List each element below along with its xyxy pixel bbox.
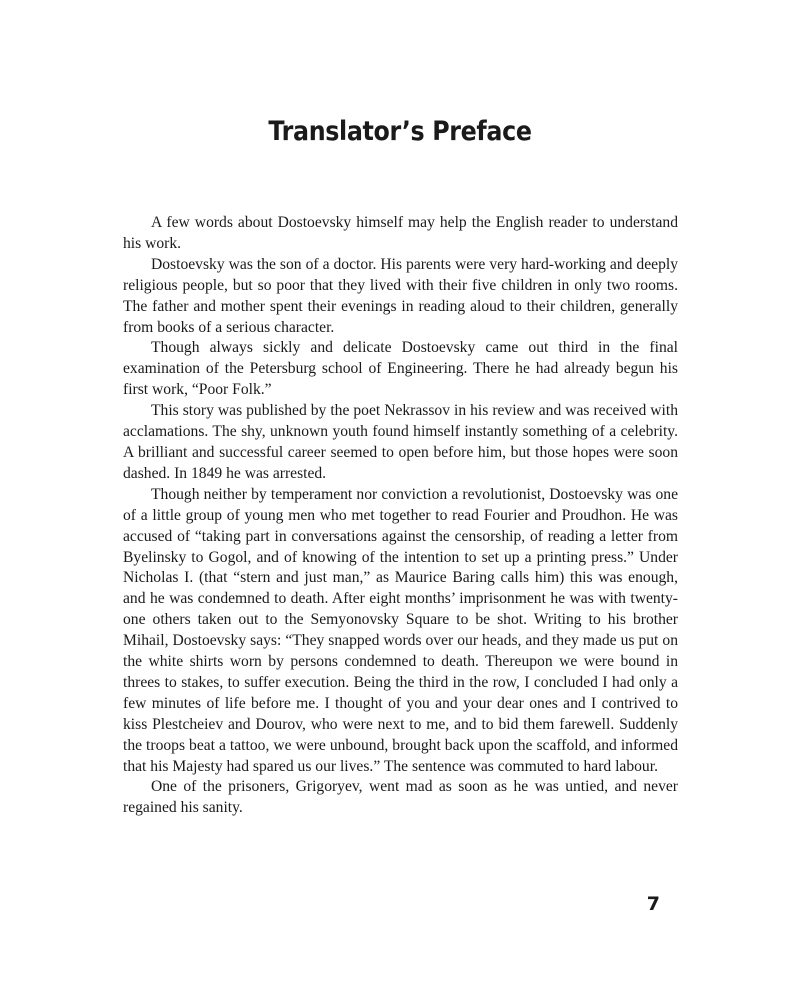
paragraph: A few words about Dostoevsky himself may help the English reader to understand his work. [123, 214, 678, 252]
page-number: 7 [646, 893, 660, 915]
paragraph: Though always sickly and delicate Dostoevsky came out third in the final examination of the Petersburg school of Engineering. There he had already begun his first work, “Poor Folk.” [123, 339, 678, 399]
paragraph: Dostoevsky was the son of a doctor. His parents were very hard-working and deeply religious people, but so poor that they lived with their five children in only two rooms. The father and mother spent their evenings in reading aloud to their children, generally from books of a serious character. [123, 255, 678, 336]
paragraph: One of the prisoners, Grigoryev, went mad as soon as he was untied, and never regained his sanity. [123, 778, 678, 817]
paragraph: This story was published by the poet Nekrassov in his review and was received with acclamations. The shy, unknown youth found himself instantly something of a celebrity. A brilliant and successful career seemed to open before him, but those hopes were soon dashed. In 1849 he was arrested. [123, 402, 678, 482]
chapter-title: Translator’s Preface [268, 116, 532, 147]
body-text [123, 213, 678, 819]
paragraph: Though neither by temperament nor conviction a revolutionist, Dostoevsky was one of a little group of young men who met together to read Fourier and Proudhon. He was accused of “taking part in conversations against the censorship, of reading a letter from Byelinsky to Gogol, and of knowing of the intention to set up a printing press.” Under Nicholas I. (that “stern and just man,” as Maurice Baring calls him) this was enough, and he was condemned to death. After eight months’ imprisonment he was with twenty-one others taken out to the Semyonovsky Square to be shot. Writing to his brother Mihail, Dostoevsky says: “They snapped words over our heads, and they made us put on the white shirts worn by persons condemned to death. Thereupon we were bound in threes to stakes, to suffer execution. Being the third in the row, I concluded I had only a few minutes of life before me. I thought of you and your dear ones and I contrived to kiss Plestcheiev and Dourov, who were next to me, and to bid them farewell. Suddenly the troops beat a tattoo, we were unbound, brought back upon the scaffold, and informed that his Majesty had spared us our lives.” The sentence was commuted to hard labour. [123, 485, 678, 775]
